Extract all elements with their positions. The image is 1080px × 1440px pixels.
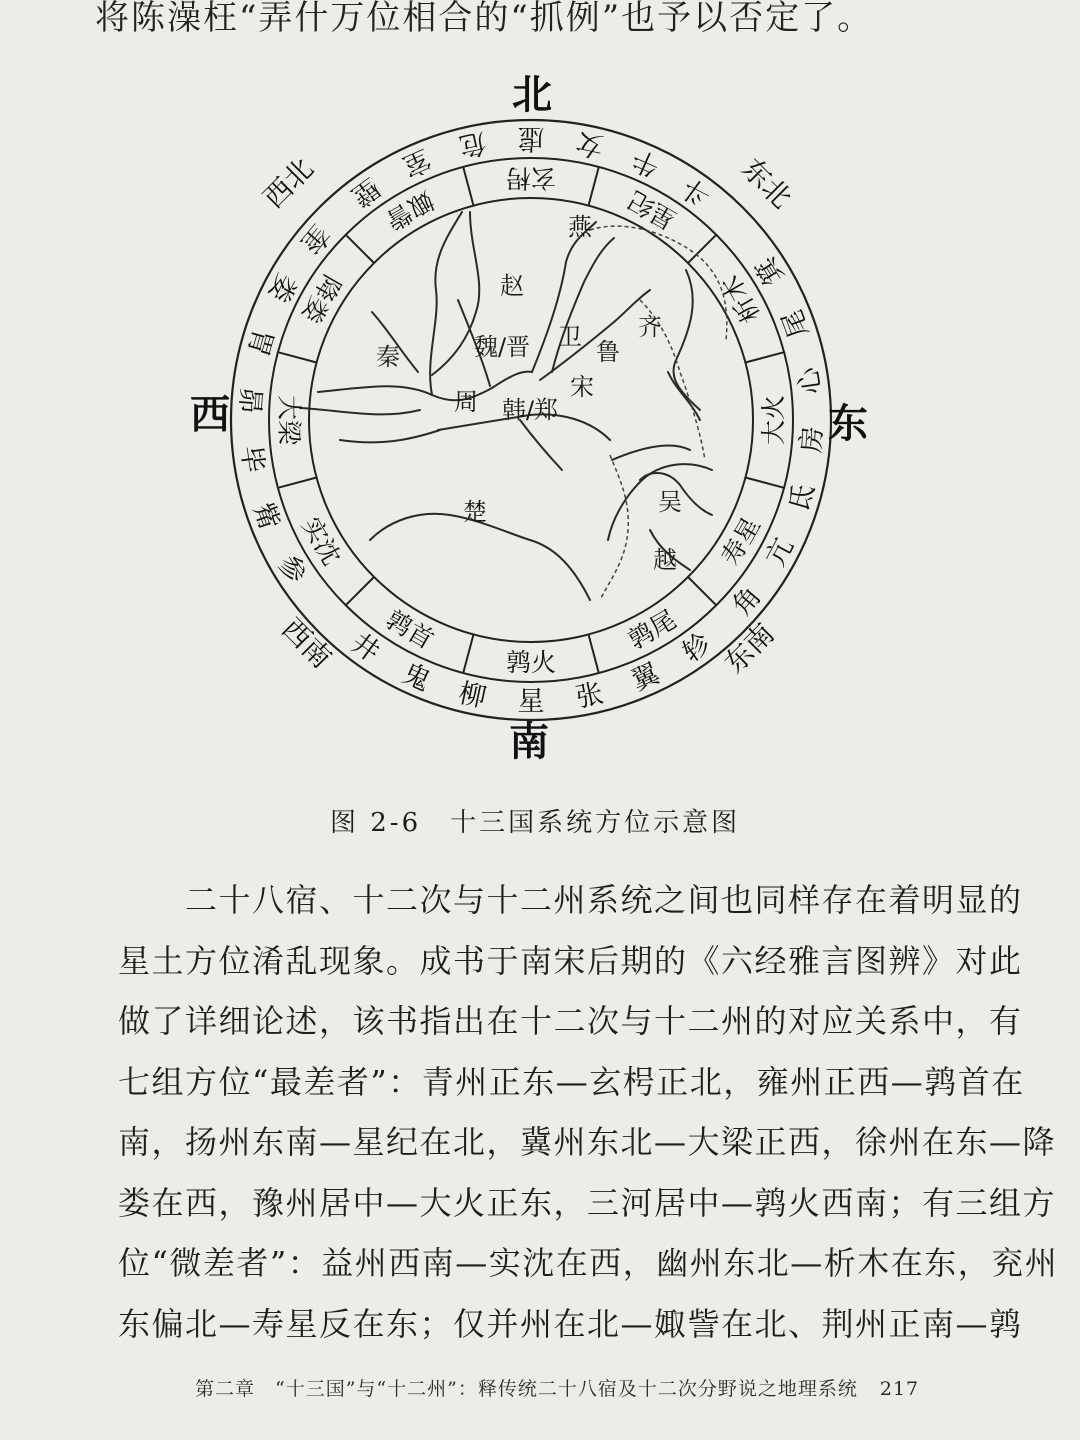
station-divider <box>278 478 317 488</box>
station-divider <box>463 167 473 206</box>
direction-north: 北 <box>512 72 552 118</box>
mansion-label: 轸 <box>676 627 717 669</box>
mansion-label: 娄 <box>262 268 303 307</box>
station-divider <box>589 634 599 673</box>
direction-northeast: 东北 <box>735 151 799 215</box>
mansion-label: 昴 <box>233 385 267 415</box>
direction-southwest: 西南 <box>275 611 339 675</box>
station-label: 鹑尾 <box>623 604 682 655</box>
station-label: 玄枵 <box>505 163 557 193</box>
mansion-label: 氐 <box>783 480 821 516</box>
station-divider <box>346 235 374 263</box>
mansion-label: 奎 <box>294 218 336 260</box>
state-song-label: 宋 <box>570 373 594 401</box>
mansion-label: 亢 <box>759 533 800 572</box>
mansion-label: 毕 <box>234 443 269 475</box>
station-label: 寿星 <box>715 512 766 571</box>
direction-southeast: 东南 <box>717 616 781 680</box>
station-label: 实沈 <box>296 512 347 571</box>
state-zhao-label: 赵 <box>500 272 524 300</box>
page-number: 217 <box>879 1378 920 1400</box>
station-label: 鹑首 <box>380 604 439 655</box>
mansion-label: 柳 <box>455 677 489 714</box>
mansion-label: 鬼 <box>397 657 435 698</box>
direction-east: 东 <box>828 401 868 447</box>
mansion-label: 牛 <box>627 142 665 183</box>
mansion-label: 胃 <box>241 324 279 360</box>
mansion-label: 室 <box>397 142 435 183</box>
station-label: 降娄 <box>296 269 347 328</box>
station-divider <box>745 478 784 488</box>
station-label: 析木 <box>715 269 766 328</box>
state-wu-label: 吴 <box>658 488 682 516</box>
top-text-line: 将陈澡枉“弄什万位相合的“抓例”也予以否定了。 <box>95 0 874 38</box>
state-qin-label: 秦 <box>376 343 400 371</box>
mansion-label: 女 <box>573 126 607 163</box>
station-label: 大火 <box>758 394 788 446</box>
state-weijin-label: 魏/晋 <box>473 333 531 361</box>
paragraph-line: 南，扬州东南—星纪在北，冀州东北—大梁正西，徐州在东—降 <box>118 1123 1057 1161</box>
station-label: 星纪 <box>623 185 682 236</box>
direction-northwest: 西北 <box>256 151 320 215</box>
station-label: 鹑火 <box>505 647 557 677</box>
mansion-label: 井 <box>345 627 386 669</box>
state-wei-label: 卫 <box>558 323 582 351</box>
state-qi-label: 齐 <box>638 313 662 341</box>
mansion-label: 危 <box>455 126 489 163</box>
paragraph-line: 七组方位“最差者”：青州正东—玄枵正北，雍州正西—鹑首在 <box>118 1062 1025 1101</box>
mansion-label: 张 <box>573 677 607 714</box>
mansion-label: 星 <box>517 686 545 718</box>
mansion-label: 参 <box>271 549 313 590</box>
station-divider <box>278 352 317 362</box>
figure-caption: 图 2-6 十三国系统方位示意图 <box>330 808 741 838</box>
station-divider <box>589 167 599 206</box>
mansion-label: 觜 <box>246 498 286 535</box>
paragraph-line: 东偏北—寿星反在东；仅并州在北—娵訾在北、荆州正南—鹑 <box>118 1304 1023 1343</box>
mansion-label: 翼 <box>627 657 665 698</box>
mansion-label: 壁 <box>345 171 386 213</box>
paragraph-line: 星土方位淆乱现象。成书于南宋后期的《六经雅言图辨》对此 <box>118 941 1023 980</box>
state-yue-label: 越 <box>653 546 677 574</box>
paragraph-line: 做了详细论述，该书指出在十二次与十二州的对应关系中，有 <box>118 1002 1023 1040</box>
station-label: 娵訾 <box>380 185 439 236</box>
station-divider <box>463 634 473 673</box>
direction-south: 南 <box>509 719 549 765</box>
paragraph-line: 二十八宿、十二次与十二州系统之间也同样存在着明显的 <box>118 881 1023 919</box>
direction-west: 西 <box>190 392 230 438</box>
mansion-label: 尾 <box>776 305 816 342</box>
page-footer <box>195 1374 919 1401</box>
paragraph-line: 娄在西，豫州居中—大火正东，三河居中—鹑火西南；有三组方 <box>118 1183 1057 1222</box>
state-lu-label: 鲁 <box>596 338 620 366</box>
state-hanzheng-label: 韩/郑 <box>501 396 559 424</box>
station-divider <box>346 577 374 605</box>
station-label: 大梁 <box>274 394 304 446</box>
state-zhou-label: 周 <box>454 388 478 416</box>
paragraph-line: 位“微差者”：益州西南—实沈在西，幽州东北—析木在东，兖州 <box>118 1244 1059 1282</box>
mansion-label: 虚 <box>517 122 545 154</box>
body-paragraph <box>118 870 1059 1354</box>
state-yan-label: 燕 <box>568 213 592 241</box>
mansion-label: 角 <box>726 580 768 622</box>
station-divider <box>745 352 784 362</box>
state-chu-label: 楚 <box>463 498 487 526</box>
mansion-label: 斗 <box>676 171 717 213</box>
footer-chapter-title: 第二章 “十三国”与“十二州”：释传统二十八宿及十二次分野说之地理系统 <box>195 1378 858 1400</box>
mansion-label: 房 <box>795 425 829 455</box>
station-divider <box>688 577 716 605</box>
mansion-label: 心 <box>793 365 828 397</box>
mansion-label: 箕 <box>749 250 791 291</box>
